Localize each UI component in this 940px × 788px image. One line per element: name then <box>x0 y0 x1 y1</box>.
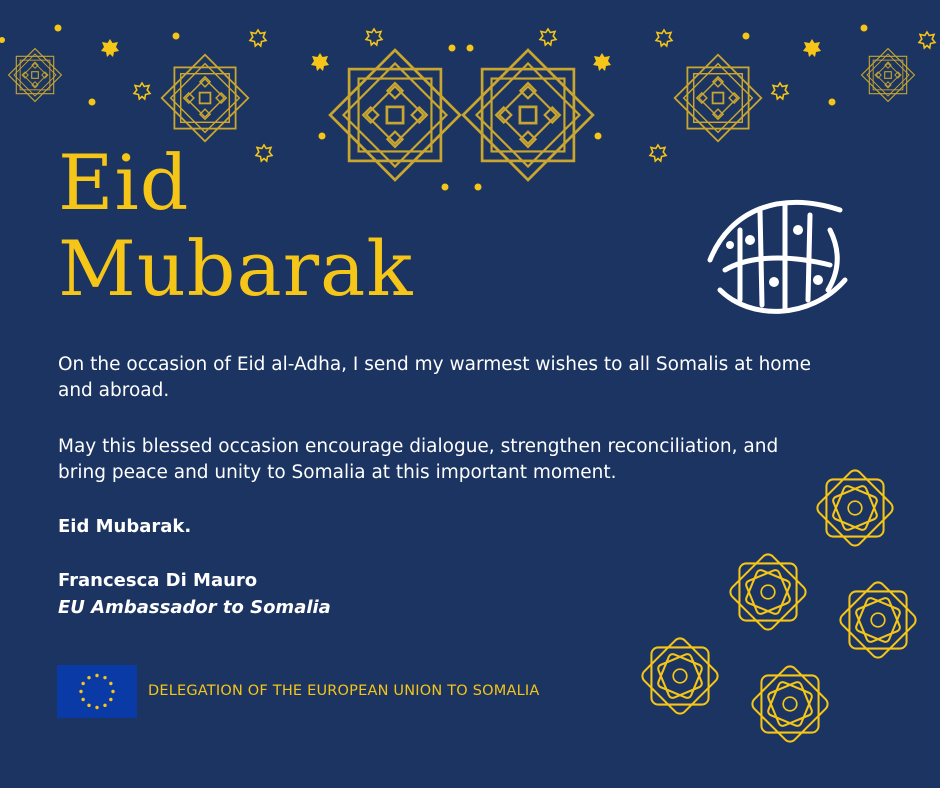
greeting-title <box>58 140 413 312</box>
title-line-1: Eid <box>58 138 190 227</box>
eu-flag-icon <box>57 665 137 718</box>
eu-star-icon <box>111 690 114 693</box>
signer-role: EU Ambassador to Somalia <box>58 597 331 618</box>
star-sparkle-icon <box>101 39 821 71</box>
eu-star-icon <box>109 682 112 685</box>
signer-name: Francesca Di Mauro <box>58 570 258 591</box>
eu-star-icon <box>95 674 98 677</box>
eu-star-icon <box>95 706 98 709</box>
eu-star-icon <box>109 698 112 701</box>
arabic-calligraphy-logo <box>690 170 865 335</box>
message-paragraph-2: May this blessed occasion encourage dialogue, strengthen reconciliation, and bring peace and unity to Somalia at this important moment. <box>58 436 779 483</box>
message-paragraph-1: On the occasion of Eid al-Adha, I send my warmest wishes to all Somalis at home and abroad. <box>58 354 812 401</box>
eu-star-icon <box>81 682 84 685</box>
eu-star-icon <box>87 704 90 707</box>
eu-star-icon <box>103 676 106 679</box>
eu-star-icon <box>103 704 106 707</box>
lattice-flower-pattern-icon <box>640 468 919 745</box>
closing-line: Eid Mubarak. <box>58 516 192 537</box>
eu-star-icon <box>87 676 90 679</box>
eu-star-icon <box>79 690 82 693</box>
delegation-label: DELEGATION OF THE EUROPEAN UNION TO SOMALIA <box>148 683 540 699</box>
eu-star-icon <box>81 698 84 701</box>
title-line-2: Mubarak <box>58 224 414 313</box>
